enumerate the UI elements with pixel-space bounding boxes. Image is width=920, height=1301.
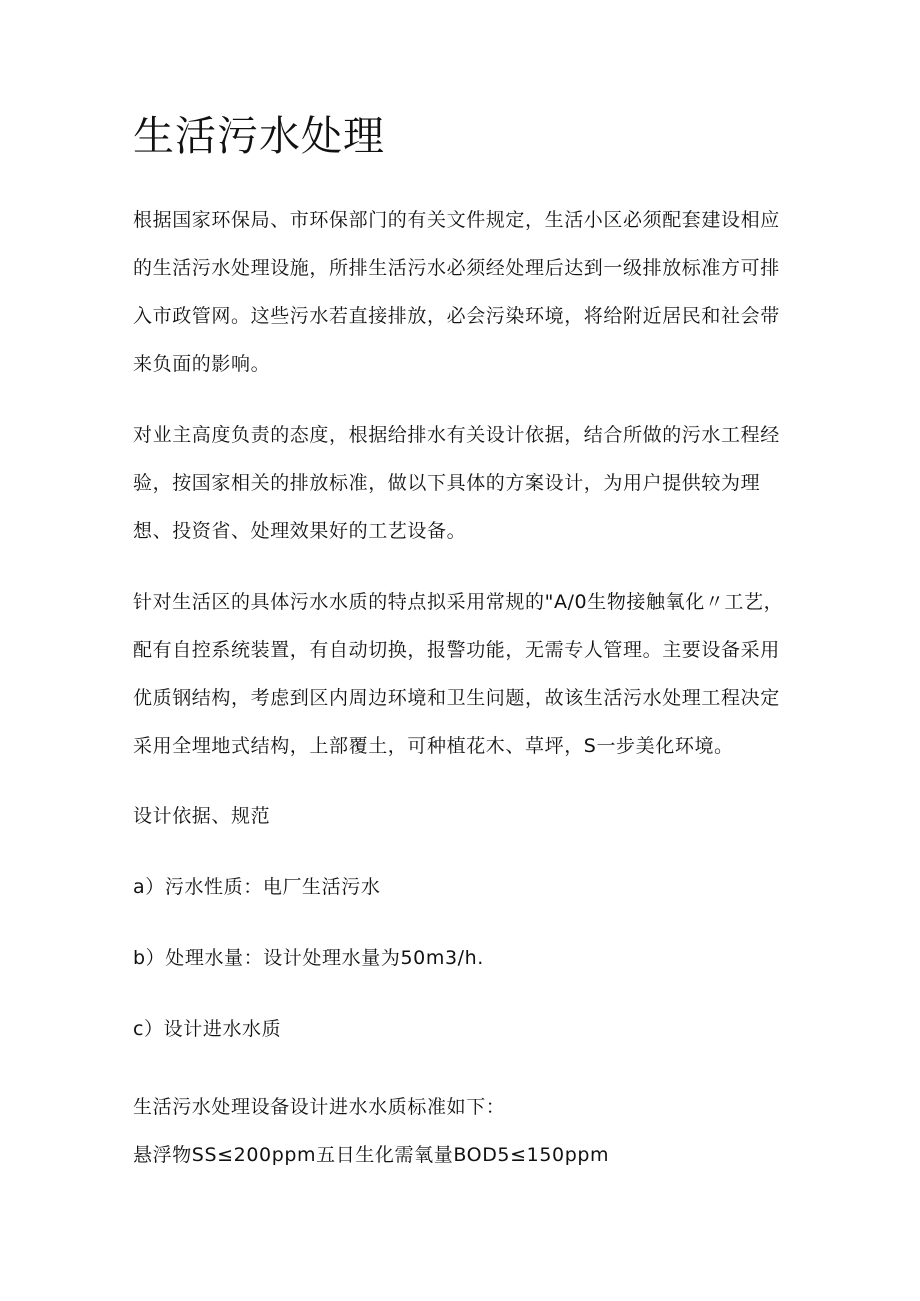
water-quality-intro: 生活污水处理设备设计进水水质标准如下： (133, 1096, 506, 1118)
paragraph-design-approach: 对业主高度负责的态度，根据给排水有关设计依据，结合所做的污水工程经验，按国家相关的排放标准，做以下具体的方案设计，为用户提供较为理想、投资省、处理效果好的工艺设备。 (133, 424, 780, 542)
water-quality-values: 悬浮物SS≤200ppm五日生化需氧量BOD5≤150ppm (133, 1144, 610, 1166)
list-item-b: b）处理水量：设计处理水量为50m3∕h. (133, 947, 484, 969)
document-title: 生活污水处理 (133, 112, 385, 160)
list-item-a: a）污水性质：电厂生活污水 (133, 876, 381, 898)
section-heading-design-basis: 设计依据、规范 (133, 805, 271, 827)
paragraph-process: 针对生活区的具体污水水质的特点拟采用常规的"A/0生物接触氧化〃工艺，配有自控系统装置，有自动切换，报警功能，无需专人管理。主要设备采用优质钢结构，考虑到区内周边环境和卫生问题，故该生活污水处理工程决定采用全埋地式结构，上部覆土，可种植花木、草坪，S一步美化环境。 (133, 591, 784, 757)
list-item-c: c）设计进水水质 (133, 1018, 282, 1040)
paragraph-regulations: 根据国家环保局、市环保部门的有关文件规定，生活小区必须配套建设相应的生活污水处理设施，所排生活污水必须经处理后达到一级排放标准方可排入市政管网。这些污水若直接排放，必会污染环境，将给附近居民和社会带来负面的影响。 (133, 209, 780, 375)
